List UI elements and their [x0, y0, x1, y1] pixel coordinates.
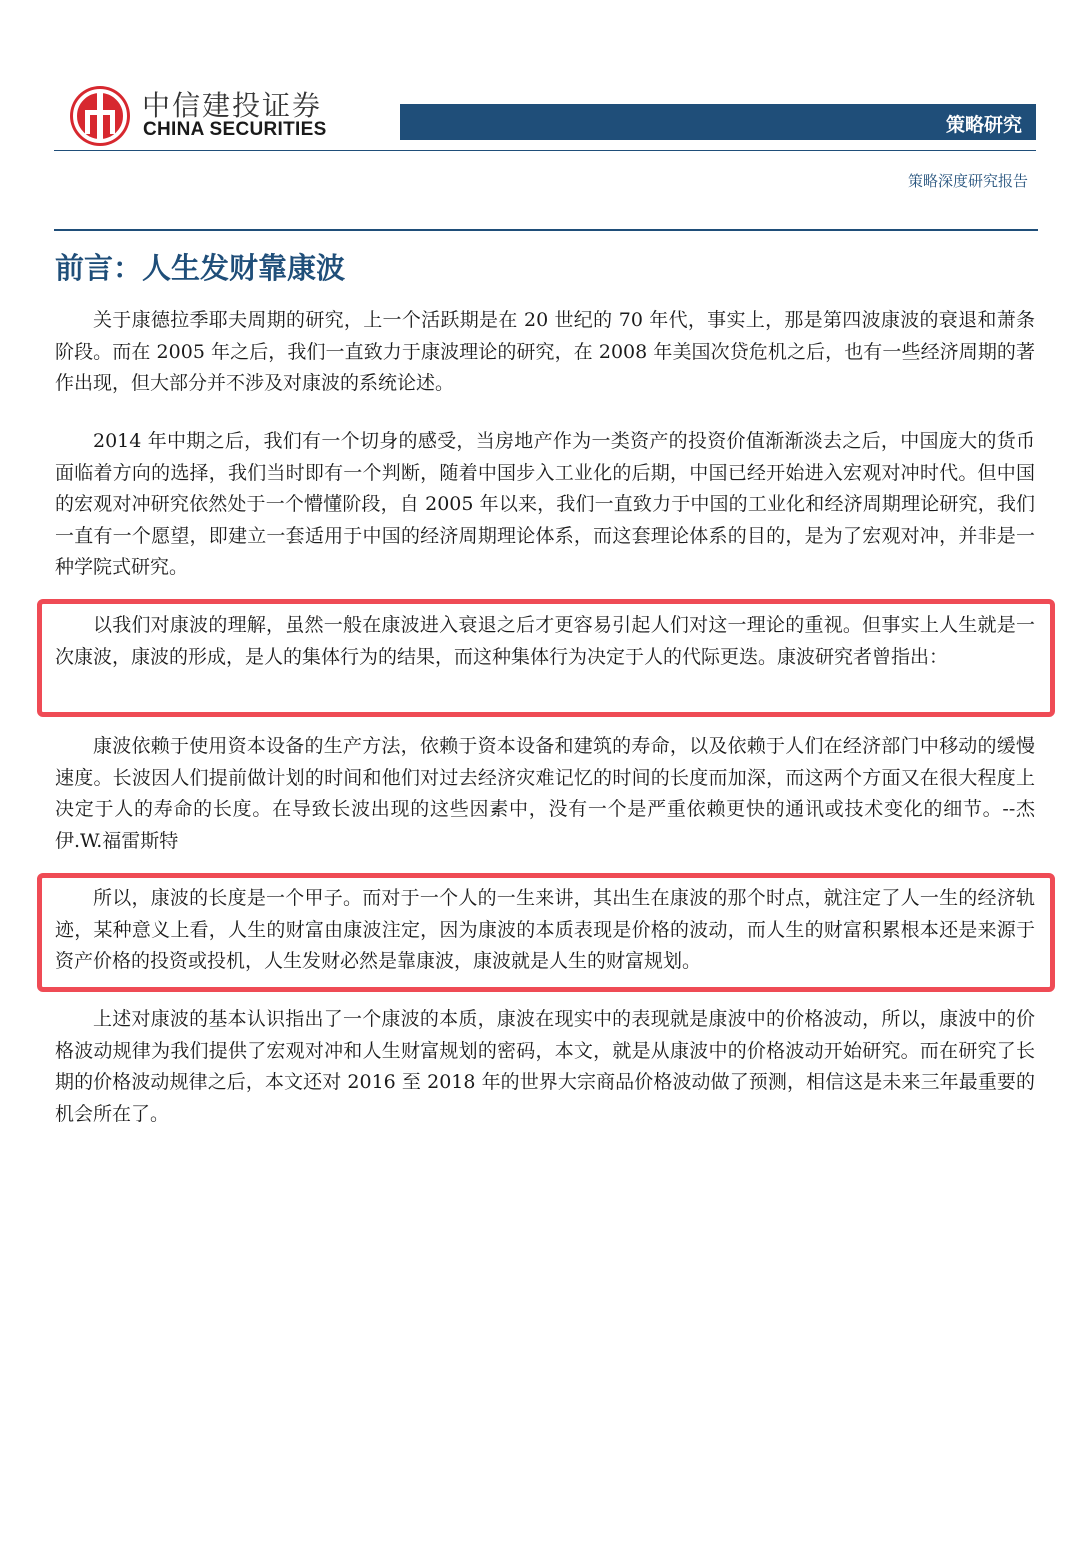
paragraph-4-quote: 康波依赖于使用资本设备的生产方法，依赖于资本设备和建筑的寿命，以及依赖于人们在经济部门中移动的缓慢速度。长波因人们提前做计划的时间和他们对过去经济灾难记忆的时间的长度而加深，而这两个方面又在很大程度上决定于人的寿命的长度。在导致长波出现的这些因素中，没有一个是严重依赖更快的通讯或技术变化的细节。--杰伊.W.福雷斯特	[55, 735, 1035, 852]
citic-logo-icon	[68, 84, 132, 148]
brand-name-cn: 中信建投证券	[142, 89, 323, 122]
section-bar	[400, 104, 1036, 140]
title-divider	[54, 229, 1038, 231]
brand-name-en: CHINA SECURITIES	[143, 119, 327, 140]
paragraph-2: 2014 年中期之后，我们有一个切身的感受，当房地产作为一类资产的投资价值渐渐淡去之后，中国庞大的货币面临着方向的选择，我们当时即有一个判断，随着中国步入工业化的后期，中国已经开始进入宏观对冲时代。但中国的宏观对冲研究依然处于一个懵懂阶段，自 2005 年以来，我们一直致力于中国的工业化和经济周期理论研究，我们一直有一个愿望，即建立一套适用于中国的经济周期理论体系，而这套理论体系的目的，是为了宏观对冲，并非是一种学院式研究。	[55, 430, 1035, 578]
paragraph-5: 所以，康波的长度是一个甲子。而对于一个人的一生来讲，其出生在康波的那个时点，就注定了人一生的经济轨迹，某种意义上看，人生的财富由康波注定，因为康波的本质表现是价格的波动，而人生的财富积累根本还是来源于资产价格的投资或投机，人生发财必然是靠康波，康波就是人生的财富规划。	[55, 887, 1035, 972]
report-header	[0, 0, 1080, 190]
paragraph-3: 以我们对康波的理解，虽然一般在康波进入衰退之后才更容易引起人们对这一理论的重视。但事实上人生就是一次康波，康波的形成，是人的集体行为的结果，而这种集体行为决定于人的代际更迭。康波研究者曾指出：	[55, 614, 1035, 668]
paragraph-6: 上述对康波的基本认识指出了一个康波的本质，康波在现实中的表现就是康波中的价格波动，所以，康波中的价格波动规律为我们提供了宏观对冲和人生财富规划的密码，本文，就是从康波中的价格波动开始研究。而在研究了长期的价格波动规律之后，本文还对 2016 至 2018 年的世界大宗商品价格波动做了预测，相信这是未来三年最重要的机会所在了。	[55, 1008, 1035, 1125]
page-title: 前言：人生发财靠康波	[55, 251, 346, 285]
report-type-label: 策略深度研究报告	[907, 172, 1028, 190]
section-label: 策略研究	[945, 114, 1022, 136]
paragraph-1: 关于康德拉季耶夫周期的研究，上一个活跃期是在 20 世纪的 70 年代，事实上，那是第四波康波的衰退和萧条阶段。而在 2005 年之后，我们一直致力于康波理论的研究，在 2008 年美国次贷危机之后，也有一些经济周期的著作出现，但大部分并不涉及对康波的系统论述。	[55, 309, 1035, 394]
header-divider	[54, 150, 1036, 151]
